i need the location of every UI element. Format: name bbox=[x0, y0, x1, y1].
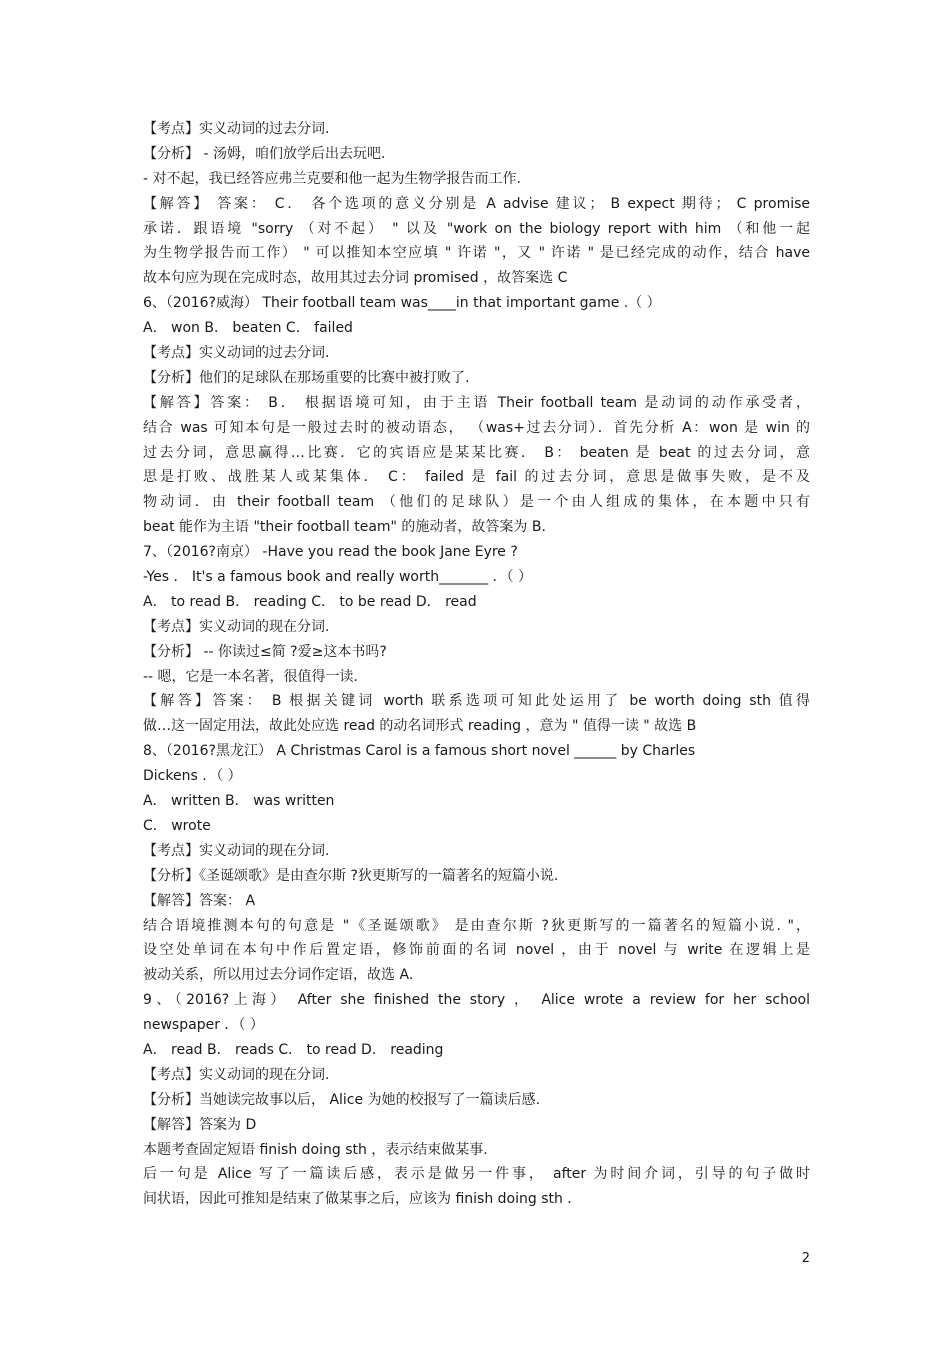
text-line: A． written B． was written bbox=[143, 793, 335, 810]
text-line: 8、（2016?黑龙江） A Christmas Carol is a famous short novel ______ by Charles bbox=[143, 743, 696, 760]
text-line: 物动词．由 their football team （他们的足球队）是一个由人组成的集体，在本题中只有 bbox=[143, 494, 810, 511]
text-line: 被动关系，所以用过去分词作定语，故选 A． bbox=[143, 967, 424, 984]
text-line: A． to read B． reading C． to be read D． read bbox=[143, 593, 477, 610]
text-line: 做…这一固定用法，故此处应选 read 的动名词形式 reading ，意为 " 值得一读 " 故选 B bbox=[143, 718, 697, 735]
text-line: 【分析】 - 汤姆，咱们放学后出去玩吧. bbox=[143, 145, 386, 162]
text-line: 【考点】实义动词的现在分词. bbox=[143, 842, 330, 859]
text-line: 为生物学报告而工作） " 可以推知本空应填 " 许诺 "，又 " 许诺 " 是已经完成的动作，结合 have bbox=[143, 245, 810, 262]
text-line: -- 嗯，它是一本名著，很值得一读. bbox=[143, 668, 359, 685]
text-line: A． won B． beaten C． failed bbox=[143, 320, 353, 337]
text-line: 【分析】 -- 你读过≤简 ?爱≥这本书吗? bbox=[143, 643, 387, 660]
text-line: 本题考查固定短语 finish doing sth ，表示结束做某事. bbox=[143, 1141, 488, 1158]
text-line: - 对不起，我已经答应弗兰克要和他一起为生物学报告而工作. bbox=[143, 170, 521, 187]
text-line: 【解答】答案： B． 根据语境可知，由于主语 Their football team 是动词的动作承受者， bbox=[143, 394, 810, 411]
text-line: 过去分词，意思赢得…比赛．它的宾语应是某某比赛． B： beaten 是 beat 的过去分词，意 bbox=[143, 444, 810, 461]
text-line: C． wrote bbox=[143, 817, 211, 834]
text-line: 设空处单词在本句中作后置定语，修饰前面的名词 novel ，由于 novel 与 write 在逻辑上是 bbox=[143, 942, 810, 959]
text-line: A． read B． reads C． to read D． reading bbox=[143, 1041, 444, 1058]
text-line: 【考点】实义动词的现在分词. bbox=[143, 618, 330, 635]
text-line: 结合语境推测本句的句意是 "《圣诞颂歌》 是由查尔斯 ?狄更斯写的一篇著名的短篇小说. "， bbox=[143, 917, 810, 934]
text-line: 【考点】实义动词的过去分词. bbox=[143, 121, 330, 137]
text-line: 思是打败、战胜某人或某集体． C： failed 是 fail 的过去分词，意思是做事失败，是不及 bbox=[143, 469, 810, 486]
text-line: 【分析】他们的足球队在那场重要的比赛中被打败了. bbox=[143, 369, 470, 386]
text-line: 【分析】《圣诞颂歌》是由查尔斯 ?狄更斯写的一篇著名的短篇小说. bbox=[143, 867, 559, 884]
text-line: 6、（2016?威海） Their football team was____in that important game .（ ） bbox=[143, 295, 661, 312]
text-line: 【考点】实义动词的现在分词. bbox=[143, 1066, 330, 1083]
text-line: 结合 was 可知本句是一般过去时的被动语态， （was+过去分词）．首先分析 A：won 是 win 的 bbox=[143, 419, 810, 436]
text-line: 9、（2016?上海） After she finished the story ， Alice wrote a review for her school bbox=[143, 992, 810, 1009]
text-line: 【解答】 答案： C． 各个选项的意义分别是 A advise 建议； B expect 期待； C promise bbox=[143, 195, 810, 212]
text-line: 承诺．跟语境 "sorry （对不起） " 以及 "work on the biology report with him （和他一起 bbox=[143, 220, 810, 237]
text-line: 【分析】当她读完故事以后， Alice 为她的校报写了一篇读后感. bbox=[143, 1091, 541, 1108]
text-line: 故本句应为现在完成时态，故用其过去分词 promised ，故答案选 C bbox=[143, 270, 568, 287]
page-body-text bbox=[143, 117, 810, 1212]
text-line: 【解答】答案为 D bbox=[143, 1116, 257, 1133]
text-line: 后一句是 Alice 写了一篇读后感，表示是做另一件事， after 为时间介词，引导的句子做时 bbox=[143, 1166, 810, 1183]
text-line: -Yes ． It's a famous book and really worth_______ ．（ ） bbox=[143, 569, 533, 586]
text-line: 【考点】实义动词的过去分词. bbox=[143, 345, 330, 362]
text-line: 间状语，因此可推知是结束了做某事之后，应该为 finish doing sth ． bbox=[143, 1191, 582, 1208]
text-line: 【解答】答案： A bbox=[143, 892, 256, 909]
text-line: 【解答】答案： B 根据关键词 worth 联系选项可知此处运用了 be worth doing sth 值得 bbox=[143, 693, 810, 710]
page-number: 2 bbox=[801, 1251, 810, 1266]
text-line: newspaper ．（ ） bbox=[143, 1017, 264, 1034]
text-line: beat 能作为主语 "their football team" 的施动者，故答案为 B． bbox=[143, 519, 556, 536]
text-line: Dickens ．（ ） bbox=[143, 768, 242, 785]
text-line: 7、（2016?南京） -Have you read the book Jane Eyre ? bbox=[143, 544, 518, 561]
